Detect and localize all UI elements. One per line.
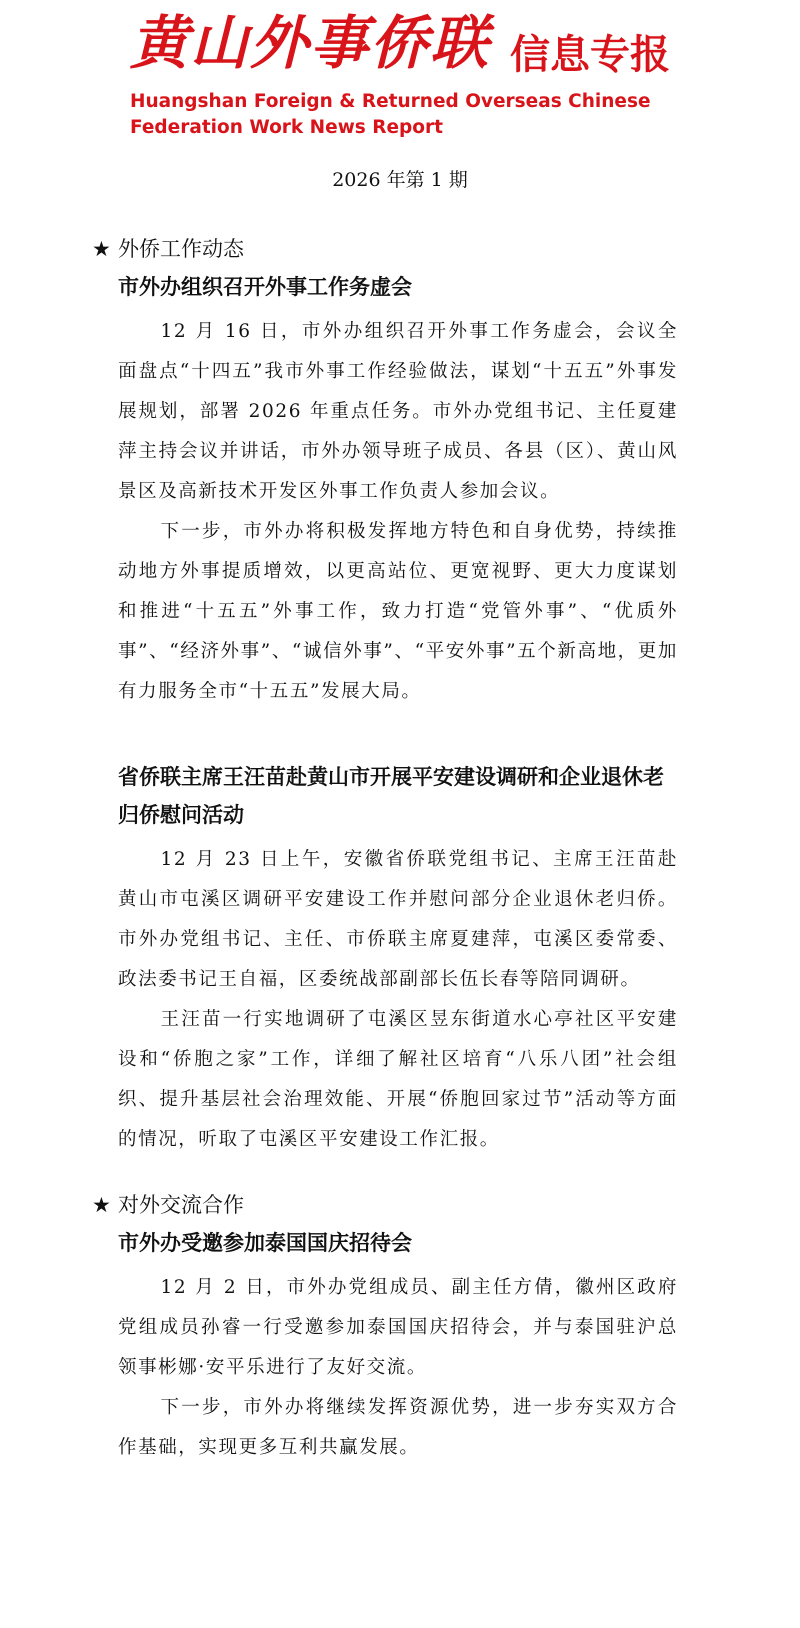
document-body: [92, 234, 678, 1468]
article-title: 省侨联主席王汪苗赴黄山市开展平安建设调研和企业退休老归侨慰问活动: [118, 764, 664, 827]
section-external-exchange: [92, 1190, 678, 1468]
issue-number: 2026 年第 1 期: [332, 169, 468, 191]
section-foreign-affairs-news: [92, 234, 678, 1160]
section-heading: [92, 234, 678, 264]
article-paragraph: 12 月 23 日上午，安徽省侨联党组书记、主席王汪苗赴黄山市屯溪区调研平安建设工作并慰问部分企业退休老归侨。市外办党组书记、主任、市侨联主席夏建萍，屯溪区委常委、政法委书记王自福，区委统战部副部长伍长春等陪同调研。: [118, 849, 678, 990]
article-paragraph: 12 月 16 日，市外办组织召开外事工作务虚会，会议全面盘点“十四五”我市外事工作经验做法，谋划“十五五”外事发展规划，部署 2026 年重点任务。市外办党组书记、主任夏建萍主持会议并讲话，市外办领导班子成员、各县（区）、黄山风景区及高新技术开发区外事工作负责人参加会议。: [118, 321, 678, 502]
article-paragraph: 12 月 2 日，市外办党组成员、副主任方倩，徽州区政府党组成员孙睿一行受邀参加泰国国庆招待会，并与泰国驻沪总领事彬娜·安平乐进行了友好交流。: [118, 1277, 678, 1378]
article-title: 市外办组织召开外事工作务虚会: [118, 274, 412, 299]
masthead-english-line2: Federation Work News Report: [130, 117, 443, 138]
masthead: [130, 8, 730, 138]
star-icon: ★: [92, 1193, 111, 1217]
star-icon: ★: [92, 237, 111, 261]
masthead-english-line1: Huangshan Foreign & Returned Overseas Chinese: [130, 91, 651, 112]
article-paragraph: 王汪苗一行实地调研了屯溪区昱东街道水心亭社区平安建设和“侨胞之家”工作，详细了解社区培育“八乐八团”社会组织、提升基层社会治理效能、开展“侨胞回家过节”活动等方面的情况，听取了屯溪区平安建设工作汇报。: [118, 1009, 678, 1150]
masthead-subtitle: 信息专报: [510, 32, 670, 78]
article-title: 市外办受邀参加泰国国庆招待会: [118, 1230, 412, 1255]
section-heading-text: 外侨工作动态: [118, 237, 244, 261]
masthead-title: 黄山外事侨联: [130, 9, 491, 77]
article: [92, 268, 678, 712]
article-paragraph: 下一步，市外办将继续发挥资源优势，进一步夯实双方合作基础，实现更多互利共赢发展。: [118, 1397, 678, 1458]
section-heading-text: 对外交流合作: [118, 1193, 244, 1217]
article: [92, 1224, 678, 1468]
section-heading: [92, 1190, 678, 1220]
article: [92, 758, 678, 1160]
article-paragraph: 下一步，市外办将积极发挥地方特色和自身优势，持续推动地方外事提质增效，以更高站位、更宽视野、更大力度谋划和推进“十五五”外事工作，致力打造“党管外事”、“优质外事”、“经济外事”、“诚信外事”、“平安外事”五个新高地，更加有力服务全市“十五五”发展大局。: [118, 521, 678, 702]
